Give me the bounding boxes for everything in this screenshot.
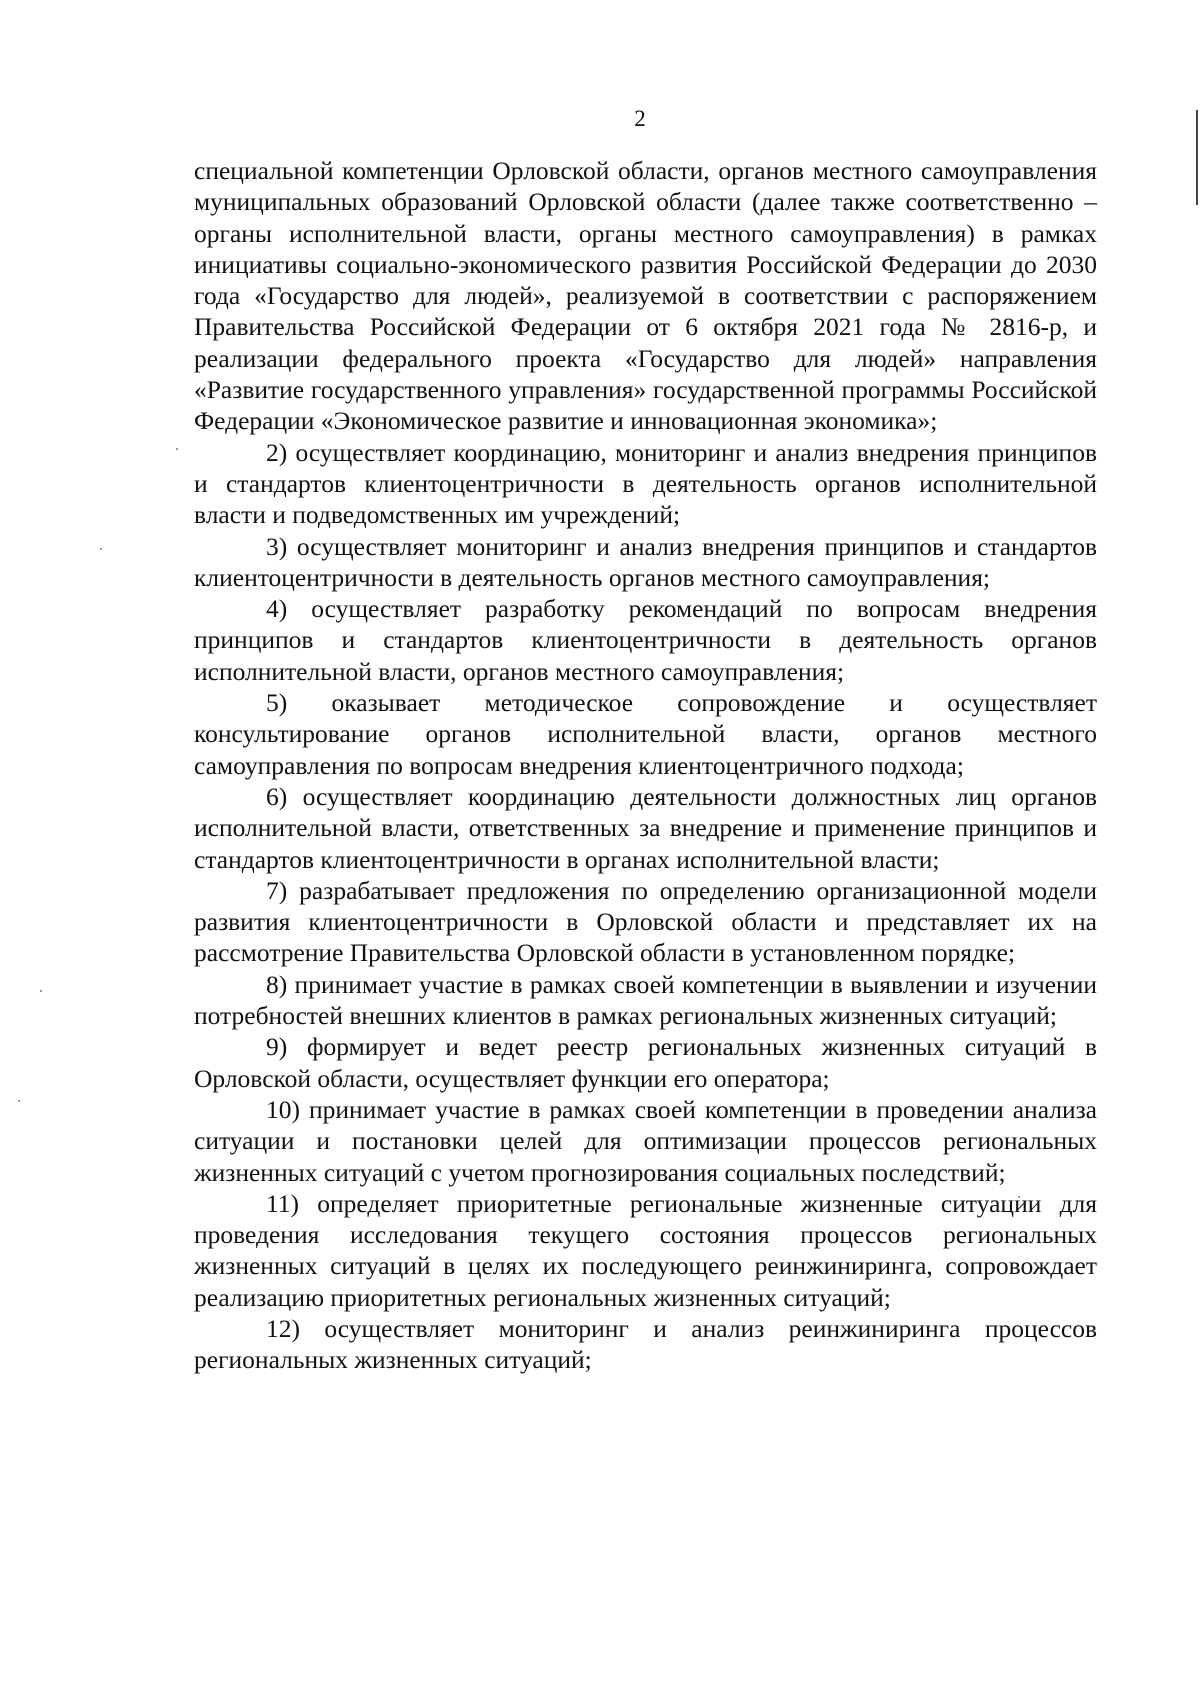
scan-speck	[176, 448, 178, 450]
paragraph-continuation: специальной компетенции Орловской области, органов местного самоуправления муниципальных образований Орловской области (далее также соответственно – органы исполнительной власти, органы местного самоуправления) в рамках инициативы социально-экономического развития Российской Федерации до 2030 года «Государство для людей», реализуемой в соответствии с распоряжением Правительства Российской Федерации от 6 октября 2021 года № 2816-р, и реализации федерального проекта «Государство для людей» направления «Развитие государственного управления» государственной программы Российской Федерации «Экономическое развитие и инновационная экономика»;	[194, 156, 1097, 436]
list-item-5: 5) оказывает методическое сопровождение и осуществляет консультирование органов исполнительной власти, органов местного самоуправления по вопросам внедрения клиентоцентричного подхода;	[194, 688, 1097, 780]
list-item-10: 10) принимает участие в рамках своей компетенции в проведении анализа ситуации и постановки целей для оптимизации процессов региональных жизненных ситуаций с учетом прогнозирования социальных последствий;	[194, 1094, 1097, 1187]
list-item-8: 8) принимает участие в рамках своей компетенции в выявлении и изучении потребностей внешних клиентов в рамках региональных жизненных ситуаций;	[194, 969, 1097, 1031]
document-body	[194, 155, 1097, 1376]
list-item-2: 2) осуществляет координацию, мониторинг и анализ внедрения принципов и стандартов клиентоцентричности в деятельность органов исполнительной власти и подведомственных им учреждений;	[194, 437, 1097, 530]
list-item-7: 7) разрабатывает предложения по определению организационной модели развития клиентоцентричности в Орловской области и представляет их на рассмотрение Правительства Орловской области в установленном порядке;	[194, 875, 1097, 968]
scan-speck	[100, 548, 102, 550]
scan-speck	[40, 990, 42, 992]
list-item-4: 4) осуществляет разработку рекомендаций по вопросам внедрения принципов и стандартов клиентоцентричности в деятельность органов исполнительной власти, органов местного самоуправления;	[194, 594, 1097, 686]
list-item-11: 11) определяет приоритетные региональные жизненные ситуации для проведения исследования текущего состояния процессов региональных жизненных ситуаций в целях их последующего реинжиниринга, сопровождает реализацию приоритетных региональных жизненных ситуаций;	[194, 1188, 1097, 1312]
page-number: 2	[634, 106, 646, 131]
list-item-12: 12) осуществляет мониторинг и анализ реинжиниринга процессов региональных жизненных ситуаций;	[194, 1313, 1097, 1375]
list-item-9: 9) формирует и ведет реестр региональных жизненных ситуаций в Орловской области, осуществляет функции его оператора;	[194, 1032, 1097, 1093]
scan-speck	[18, 1100, 20, 1102]
list-item-6: 6) осуществляет координацию деятельности должностных лиц органов исполнительной власти, ответственных за внедрение и применение принципов и стандартов клиентоцентричности в органах исполнительной власти;	[194, 781, 1097, 874]
list-item-3: 3) осуществляет мониторинг и анализ внедрения принципов и стандартов клиентоцентричности в деятельность органов местного самоуправления;	[194, 531, 1097, 592]
